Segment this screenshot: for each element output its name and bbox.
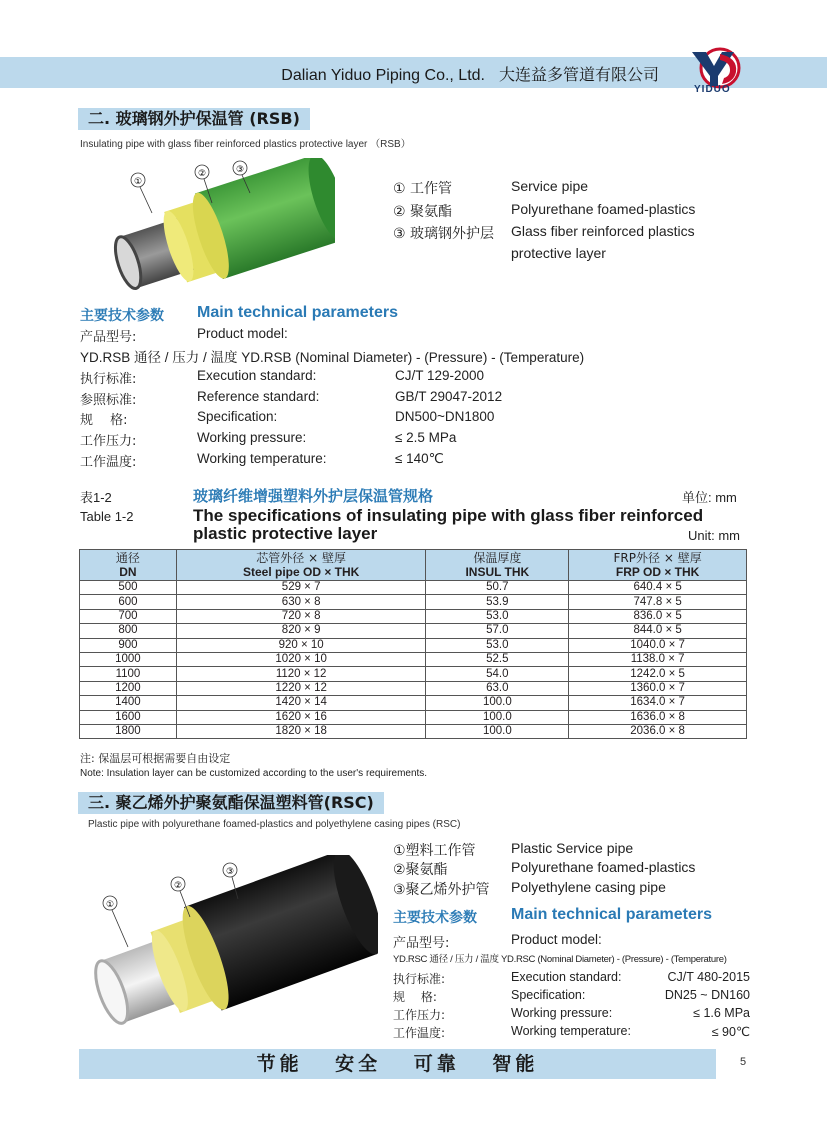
- cell-insul: 54.0: [426, 667, 569, 681]
- rsc-param-4-en: Working temperature:: [511, 1024, 631, 1038]
- rsc-param-1-en: Execution standard:: [511, 970, 622, 984]
- cell-frp: 1360.0 × 7: [569, 681, 747, 695]
- rsb-legend-3-en: Glass fiber reinforced plastics: [511, 223, 695, 239]
- table-row: [80, 638, 747, 652]
- rsb-param-5-en: Working temperature:: [197, 451, 327, 466]
- cell-dn: 500: [80, 581, 177, 595]
- cell-steel: 820 × 9: [176, 624, 426, 638]
- cell-steel: 920 × 10: [176, 638, 426, 652]
- rsb-param-5-cn: 工作温度:: [80, 455, 137, 470]
- rsb-param-3-val: DN500~DN1800: [395, 409, 495, 424]
- cell-insul: 63.0: [426, 681, 569, 695]
- cell-insul: 100.0: [426, 710, 569, 724]
- table-row: [80, 581, 747, 595]
- col-header-dn: 通径 DN: [80, 550, 177, 581]
- table-label-cn: 表1-2: [80, 490, 112, 505]
- table-row: [80, 696, 747, 710]
- rsb-callout-2: ②: [197, 169, 207, 179]
- cell-dn: 1400: [80, 696, 177, 710]
- cell-frp: 1636.0 × 8: [569, 710, 747, 724]
- cell-steel: 1020 × 10: [176, 652, 426, 666]
- table-row: [80, 681, 747, 695]
- table-row: [80, 652, 747, 666]
- cell-dn: 900: [80, 638, 177, 652]
- cell-steel: 529 × 7: [176, 581, 426, 595]
- col-header-frp: FRP外径 × 壁厚 FRP OD × THK: [569, 550, 747, 581]
- cell-dn: 1800: [80, 724, 177, 738]
- rsb-param-4-val: ≤ 2.5 MPa: [395, 430, 457, 445]
- rsc-param-3-cn: 工作压力:: [393, 1008, 446, 1022]
- rsb-model-label-en: Product model:: [197, 326, 288, 341]
- rsc-model-line: YD.RSC 通径 / 压力 / 温度 YD.RSC (Nominal Diameter) - (Pressure) - (Temperature): [393, 954, 727, 965]
- cell-steel: 720 × 8: [176, 609, 426, 623]
- table-row: [80, 609, 747, 623]
- rsc-params-heading-cn: 主要技术参数: [393, 910, 477, 926]
- rsc-param-1-cn: 执行标准:: [393, 972, 446, 986]
- cell-steel: 1420 × 14: [176, 696, 426, 710]
- rsb-legend-2-en: Polyurethane foamed-plastics: [511, 201, 696, 217]
- col-header-steel-pipe: 芯管外径 × 壁厚 Steel pipe OD × THK: [176, 550, 426, 581]
- cell-frp: 1138.0 × 7: [569, 652, 747, 666]
- cell-insul: 57.0: [426, 624, 569, 638]
- company-name-cn: 大连益多管道有限公司: [498, 65, 659, 84]
- company-name-en: Dalian Yiduo Piping Co., Ltd.: [281, 67, 485, 84]
- rsb-legend-2-cn: ② 聚氨酯: [393, 204, 453, 220]
- cell-insul: 53.0: [426, 609, 569, 623]
- rsc-pipe-illustration: [88, 855, 378, 1040]
- cell-steel: 630 × 8: [176, 595, 426, 609]
- rsb-param-4-en: Working pressure:: [197, 430, 307, 445]
- table-row: [80, 595, 747, 609]
- logo-text: YIDUO: [694, 84, 731, 95]
- rsc-param-4-cn: 工作温度:: [393, 1026, 446, 1040]
- rsc-model-label-cn: 产品型号:: [393, 936, 450, 951]
- rsc-params-heading-en: Main technical parameters: [511, 906, 712, 923]
- cell-insul: 100.0: [426, 724, 569, 738]
- col-header-insul-thk: 保温厚度 INSUL THK: [426, 550, 569, 581]
- footer-slogan: 节能 安全 可靠 智能: [256, 1053, 539, 1075]
- cell-frp: 747.8 × 5: [569, 595, 747, 609]
- rsc-param-3-val: ≤ 1.6 MPa: [693, 1006, 750, 1020]
- cell-steel: 1820 × 18: [176, 724, 426, 738]
- rsc-section-title: 三. 聚乙烯外护聚氨酯保温塑料管(RSC): [78, 792, 384, 814]
- cell-steel: 1120 × 12: [176, 667, 426, 681]
- rsb-section-subtitle: Insulating pipe with glass fiber reinforced plastics protective layer （RSB）: [80, 139, 411, 150]
- rsb-callout-3: ③: [235, 165, 245, 175]
- cell-dn: 800: [80, 624, 177, 638]
- rsb-model-line: YD.RSB 通径 / 压力 / 温度 YD.RSB (Nominal Diameter) - (Pressure) - (Temperature): [80, 350, 585, 365]
- table-title-en-1: The specifications of insulating pipe with glass fiber reinforced: [193, 506, 704, 525]
- table-header-row: [80, 550, 747, 581]
- cell-dn: 1200: [80, 681, 177, 695]
- rsc-param-1-val: CJ/T 480-2015: [667, 970, 750, 984]
- rsb-param-1-en: Execution standard:: [197, 368, 317, 383]
- table-row: [80, 710, 747, 724]
- rsc-legend-3-cn: ③聚乙烯外护管: [393, 882, 490, 898]
- cell-dn: 700: [80, 609, 177, 623]
- rsc-callout-3: ③: [225, 867, 235, 877]
- page-number: 5: [740, 1056, 747, 1068]
- rsb-legend-1-cn: ① 工作管: [393, 181, 453, 197]
- rsc-param-2-cn: 规 格:: [393, 990, 437, 1004]
- cell-steel: 1620 × 16: [176, 710, 426, 724]
- rsb-callout-1: ①: [133, 177, 143, 187]
- cell-frp: 2036.0 × 8: [569, 724, 747, 738]
- cell-dn: 600: [80, 595, 177, 609]
- rsb-param-1-cn: 执行标准:: [80, 372, 137, 387]
- cell-dn: 1600: [80, 710, 177, 724]
- rsc-legend-1-cn: ①塑料工作管: [393, 843, 476, 859]
- rsb-param-2-cn: 参照标准:: [80, 393, 137, 408]
- rsb-param-2-val: GB/T 29047-2012: [395, 389, 503, 404]
- table-note-en: Note: Insulation layer can be customized according to the user's requirements.: [80, 768, 428, 779]
- cell-insul: 52.5: [426, 652, 569, 666]
- rsc-legend-2-en: Polyurethane foamed-plastics: [511, 859, 696, 875]
- cell-insul: 50.7: [426, 581, 569, 595]
- rsc-param-2-en: Specification:: [511, 988, 586, 1002]
- table-title-en-2: plastic protective layer: [193, 524, 378, 543]
- table-row: [80, 624, 747, 638]
- rsb-pipe-illustration: [100, 158, 335, 298]
- cell-frp: 1242.0 × 5: [569, 667, 747, 681]
- cell-insul: 100.0: [426, 696, 569, 710]
- rsb-param-5-val: ≤ 140℃: [395, 451, 444, 466]
- rsc-model-label-en: Product model:: [511, 932, 602, 947]
- table-row: [80, 667, 747, 681]
- rsb-param-1-val: CJ/T 129-2000: [395, 368, 485, 383]
- rsb-params-heading-en: Main technical parameters: [197, 304, 398, 321]
- rsb-legend-1-en: Service pipe: [511, 178, 589, 194]
- table-unit-en: Unit: mm: [688, 528, 740, 543]
- rsb-param-2-en: Reference standard:: [197, 389, 320, 404]
- rsb-legend-3-en-cont: protective layer: [511, 245, 606, 261]
- rsc-param-3-en: Working pressure:: [511, 1006, 613, 1020]
- rsb-param-3-cn: 规 格:: [80, 413, 128, 428]
- spec-table: [79, 549, 747, 739]
- rsc-section-subtitle: Plastic pipe with polyurethane foamed-plastics and polyethylene casing pipes (RSC): [88, 819, 461, 830]
- rsb-model-label-cn: 产品型号:: [80, 330, 137, 345]
- rsc-callout-1: ①: [105, 900, 115, 910]
- cell-dn: 1000: [80, 652, 177, 666]
- rsc-legend-3-en: Polyethylene casing pipe: [511, 879, 666, 895]
- cell-frp: 1634.0 × 7: [569, 696, 747, 710]
- table-note-cn: 注: 保温层可根据需要自由设定: [80, 752, 231, 765]
- cell-frp: 1040.0 × 7: [569, 638, 747, 652]
- rsb-legend-3-cn: ③ 玻璃钢外护层: [393, 226, 495, 242]
- rsb-params-heading-cn: 主要技术参数: [80, 308, 164, 324]
- rsc-legend-2-cn: ②聚氨酯: [393, 862, 448, 878]
- rsc-param-2-val: DN25 ~ DN160: [664, 988, 750, 1002]
- cell-steel: 1220 × 12: [176, 681, 426, 695]
- cell-insul: 53.0: [426, 638, 569, 652]
- cell-frp: 836.0 × 5: [569, 609, 747, 623]
- rsb-param-3-en: Specification:: [197, 409, 278, 424]
- rsb-section-title: 二. 玻璃钢外护保温管 (RSB): [78, 108, 310, 130]
- rsc-param-4-val: ≤ 90℃: [711, 1025, 750, 1039]
- table-row: [80, 724, 747, 738]
- cell-frp: 640.4 × 5: [569, 581, 747, 595]
- table-unit-cn: 单位: mm: [682, 490, 737, 505]
- rsc-legend-1-en: Plastic Service pipe: [511, 840, 634, 856]
- cell-frp: 844.0 × 5: [569, 624, 747, 638]
- table-title-cn: 玻璃纤维增强塑料外护层保温管规格: [193, 487, 434, 505]
- rsc-callout-2: ②: [173, 881, 183, 891]
- table-label-en: Table 1-2: [80, 509, 134, 524]
- rsb-param-4-cn: 工作压力:: [80, 434, 137, 449]
- company-name: [281, 62, 659, 85]
- cell-insul: 53.9: [426, 595, 569, 609]
- cell-dn: 1100: [80, 667, 177, 681]
